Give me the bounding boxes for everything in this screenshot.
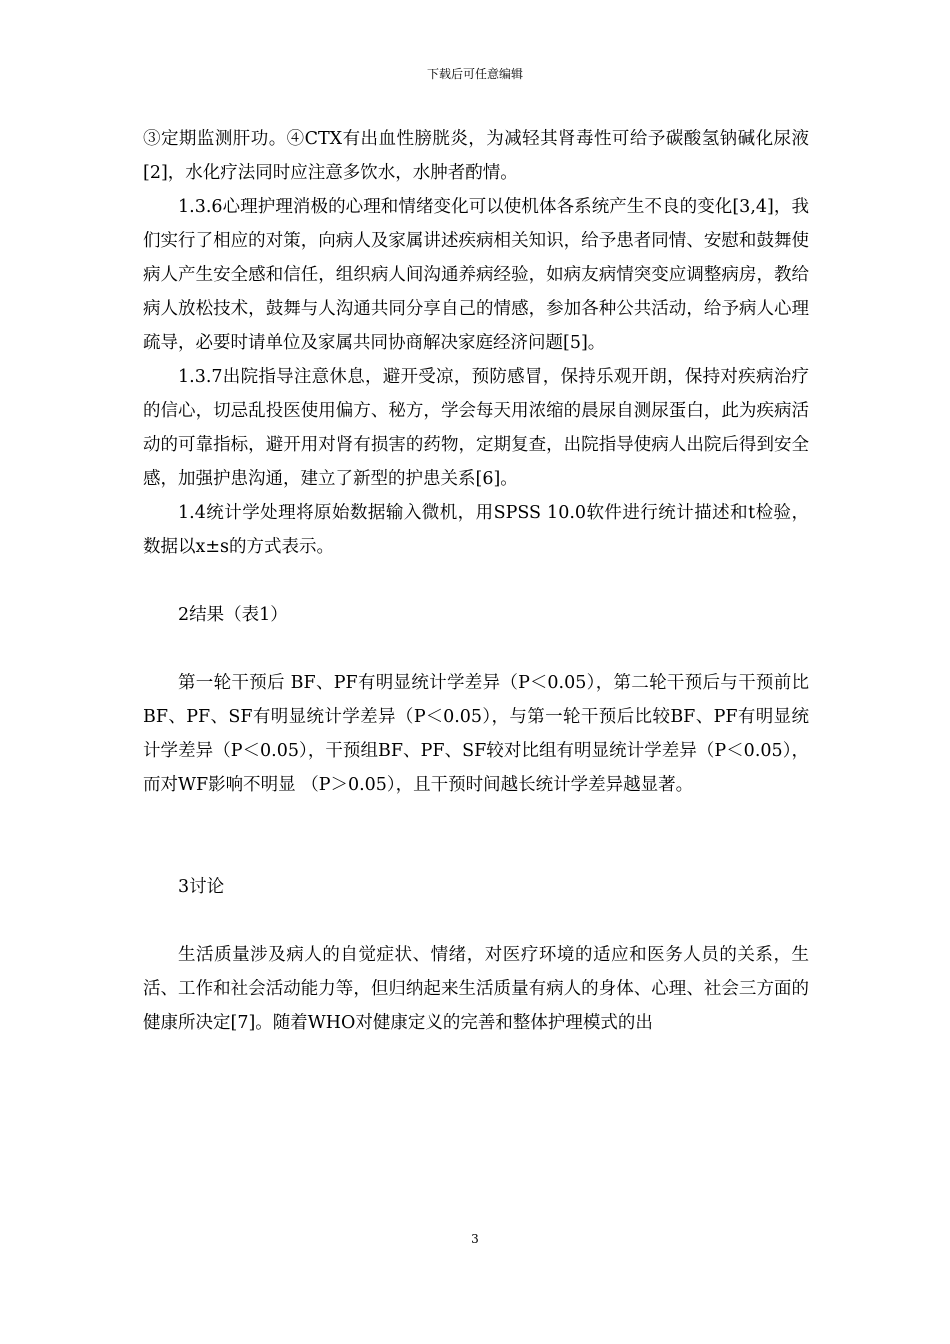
spacer — [143, 632, 809, 666]
paragraph-results: 第一轮干预后 BF、PF有明显统计学差异（P＜0.05），第二轮干预后与干预前比BF、PF、SF有明显统计学差异（P＜0.05），与第一轮干预后比较BF、PF有明显统计学差异（P＜0.05），干预组BF、PF、SF较对比组有明显统计学差异（P＜0.05），而对WF影响不明显 （P＞0.05），且干预时间越长统计学差异越显著。 — [143, 673, 809, 795]
spacer — [143, 802, 809, 870]
spacer — [143, 904, 809, 938]
page-number: 3 — [471, 1232, 479, 1246]
paragraph-psychological-care: 1.3.6心理护理消极的心理和情绪变化可以使机体各系统产生不良的变化[3,4]，我们实行了相应的对策，向病人及家属讲述疾病相关知识，给予患者同情、安慰和鼓舞使病人产生安全感和信任，组织病人间沟通养病经验，如病友病情突变应调整病房，教给病人放松技术，鼓舞与人沟通共同分享自己的情感，参加各种公共活动，给予病人心理疏导，必要时请单位及家属共同协商解决家庭经济问题[5]。 — [143, 197, 809, 353]
paragraph-discussion: 生活质量涉及病人的自觉症状、情绪，对医疗环境的适应和医务人员的关系，生活、工作和社会活动能力等，但归纳起来生活质量有病人的身体、心理、社会三方面的健康所决定[7]。随着WHO对健康定义的完善和整体护理模式的出 — [143, 945, 809, 1033]
document-body — [143, 122, 809, 1040]
section-heading-discussion: 3讨论 — [178, 877, 225, 897]
paragraph-statistics: 1.4统计学处理将原始数据输入微机，用SPSS 10.0软件进行统计描述和t检验，数据以x±s的方式表示。 — [143, 503, 809, 557]
section-heading-results: 2结果（表1） — [178, 605, 288, 625]
page-header: 下载后可任意编辑 — [426, 67, 523, 81]
paragraph-discharge-guidance: 1.3.7出院指导注意休息，避开受凉，预防感冒，保持乐观开朗，保持对疾病治疗的信心，切忌乱投医使用偏方、秘方，学会每天用浓缩的晨尿自测尿蛋白，此为疾病活动的可靠指标，避开用对肾有损害的药物，定期复查，出院指导使病人出院后得到安全感，加强护患沟通，建立了新型的护患关系[6]。 — [143, 367, 809, 489]
paragraph-liver-monitoring: ③定期监测肝功。④CTX有出血性膀胱炎，为减轻其肾毒性可给予碳酸氢钠碱化尿液[2]，水化疗法同时应注意多饮水，水肿者酌情。 — [143, 129, 809, 183]
spacer — [143, 564, 809, 598]
